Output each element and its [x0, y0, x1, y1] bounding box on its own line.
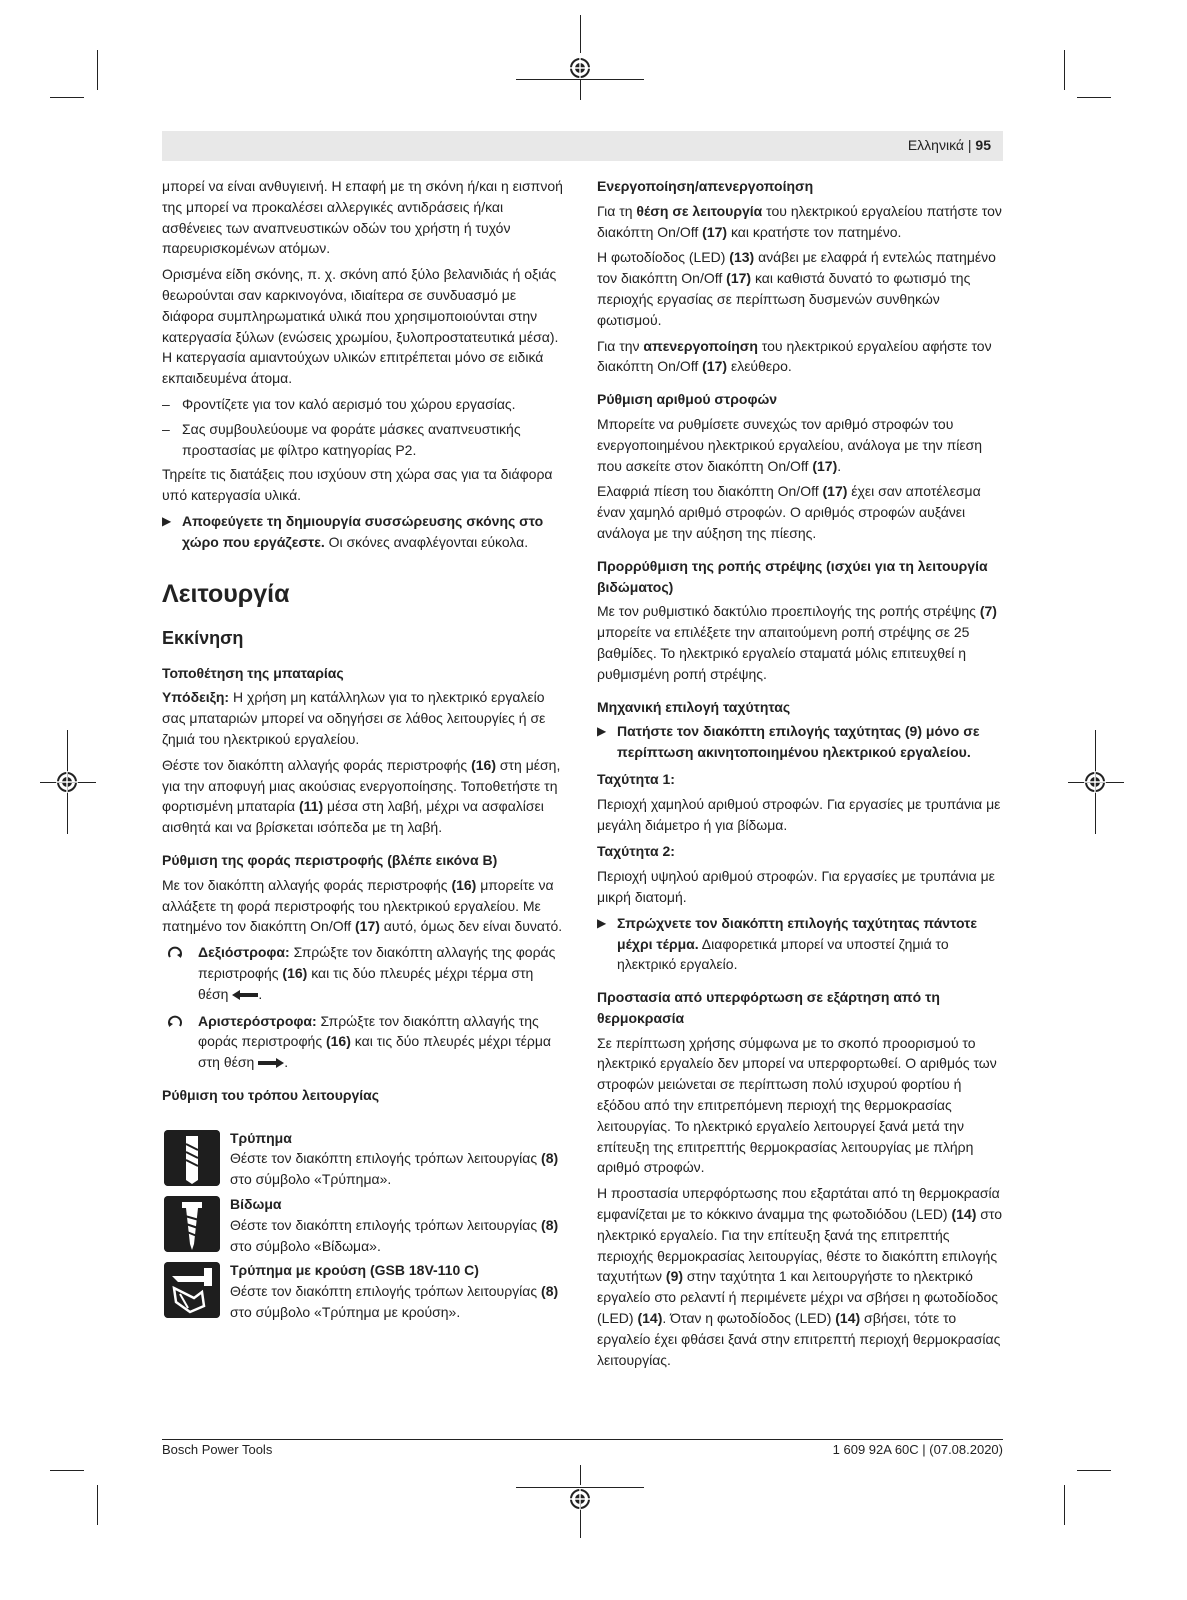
- subsection-heading: Εκκίνηση: [162, 627, 244, 648]
- text: . Όταν η φωτοδίοδος (LED): [662, 1310, 836, 1327]
- text: Για τη: [597, 202, 637, 219]
- rotate-counterclockwise-icon: [166, 1013, 184, 1031]
- registration-mark-icon: [569, 57, 591, 79]
- text: στη μέση, για την αποφυγή μιας ακούσιας ενεργοποίησης. Τοποθετήστε τη φορτισμένη μπαταρία: [162, 756, 561, 815]
- text: Με τον ρυθμιστικό δακτύλιο προεπιλογής της ροπής στρέψης: [597, 603, 980, 620]
- text: Ελαφριά πίεση του διακόπτη On/Off: [597, 483, 823, 500]
- paragraph: [597, 247, 1005, 330]
- text: .: [258, 985, 263, 1002]
- warning-item: [597, 721, 1005, 763]
- registration-mark-icon: [1084, 771, 1106, 793]
- registration-mark-icon: [569, 1488, 591, 1510]
- text: Θέστε τον διακόπτη επιλογής τρόπων λειτουργίας: [230, 1216, 542, 1233]
- ref-number: (14): [835, 1310, 861, 1327]
- text: στην ταχύτητα 1 και λειτουργήστε το ηλεκτρικό εργαλείο στο ρελαντί ή περιμένετε μέχρι να σβήσει η φωτοδίοδος (LED): [597, 1268, 999, 1327]
- ref-number: (16): [471, 756, 496, 773]
- ref-number: (17): [726, 270, 752, 287]
- clockwise-label: Δεξιόστροφα:: [198, 944, 290, 961]
- crop-mark: [97, 50, 98, 90]
- crop-mark: [1077, 97, 1111, 98]
- text: .: [837, 457, 842, 474]
- paragraph: Τηρείτε τις διατάξεις που ισχύουν στη χώρα σας για τα διάφορα υπό κατεργασία υλικά.: [162, 466, 553, 504]
- text: μπορείτε να αλλάξετε τη φορά περιστροφής του ηλεκτρικού εργαλείου. Με πατημένο τον διακόπτη On/Off: [162, 876, 554, 935]
- ref-number: (17): [822, 483, 848, 500]
- page-header: [162, 131, 1003, 161]
- drill-bit-icon: [164, 1130, 220, 1186]
- mode-title: Τρύπημα: [230, 1129, 292, 1146]
- mode-description: [230, 1148, 567, 1190]
- heading-gear: Μηχανική επιλογή ταχύτητας: [597, 698, 791, 715]
- text: στο ηλεκτρικό εργαλείο. Για την επίτευξη ξανά της επιτρεπτής περιοχής θερμοκρασίας λειτουργίας, θέστε το διακόπτη επιλογής ταχυτήτων: [597, 1206, 1003, 1285]
- list-item: [162, 394, 567, 415]
- rotate-clockwise-icon: [166, 944, 184, 962]
- mode-title: Τρύπημα με κρούση (GSB 18V-110 C): [230, 1262, 479, 1279]
- note-text: Η χρήση μη κατάλληλων για το ηλεκτρικό εργαλείο σας μπαταριών μπορεί να οδηγήσει σε λάθος λειτουργίες ή σε ζημιά του ηλεκτρικού εργαλείου.: [162, 689, 546, 747]
- ref-number: (9): [665, 1268, 684, 1285]
- ref-number: (14): [951, 1206, 977, 1223]
- heading-torque: Προρρύθμιση της ροπής στρέψης (ισχύει για τη λειτουργία βιδώματος): [597, 557, 988, 595]
- note-paragraph: [162, 687, 567, 749]
- footer-divider: [162, 1439, 1003, 1440]
- footer-doc-number: 1 609 92A 60C | (07.08.2020): [832, 1442, 1003, 1457]
- ref-number: (16): [282, 964, 308, 981]
- text: του ηλεκτρικού εργαλείου πατήστε τον διακόπτη On/Off: [597, 202, 1002, 240]
- ref-number: (8): [541, 1216, 559, 1233]
- dash-marker: –: [162, 420, 170, 437]
- text: και κρατήστε τον πατημένο.: [727, 223, 902, 240]
- text: μέσα στη λαβή, μέχρι να ασφαλίσει αισθητά και να βρίσκεται ισόπεδα με τη λαβή.: [162, 798, 544, 836]
- mode-description: [230, 1281, 567, 1323]
- text: του ηλεκτρικού εργαλείου αφήστε τον διακόπτη On/Off: [597, 337, 992, 375]
- counterclockwise-item: [162, 1011, 567, 1073]
- ref-number: (8): [541, 1150, 559, 1167]
- paragraph: [597, 601, 1005, 684]
- ref-number: (16): [451, 876, 477, 893]
- mode-description: [230, 1215, 567, 1257]
- text: μπορείτε να επιλέξετε την απαιτούμενη ροπή στρέψης σε 25 βαθμίδες. Το ηλεκτρικό εργαλείο σταματά μόλις επιτευχθεί η ρυθμισμένη ροπή στρέψης.: [597, 624, 970, 682]
- heading-mode: Ρύθμιση του τρόπου λειτουργίας: [162, 1086, 380, 1103]
- paragraph: [597, 1183, 1005, 1370]
- ref-number: (17): [812, 457, 838, 474]
- mode-item-impact-drilling: [162, 1260, 567, 1322]
- heading-overload: Προστασία από υπερφόρτωση σε εξάρτηση από τη θερμοκρασία: [597, 989, 940, 1026]
- mode-title: Βίδωμα: [230, 1196, 282, 1213]
- text: και καθιστά δυνατό το φωτισμό της περιοχής εργασίας σε περίπτωση δυσμενών συνθηκών φωτισμού.: [597, 270, 971, 328]
- screw-icon: [164, 1196, 220, 1252]
- right-column: [597, 176, 1005, 1375]
- heading-direction: Ρύθμιση της φοράς περιστροφής (βλέπε εικόνα B): [162, 851, 498, 868]
- ref-number: (13): [729, 249, 755, 266]
- warning-text: Διαφορετικά μπορεί να υποστεί ζημιά το ηλεκτρικό εργαλείο.: [617, 935, 949, 973]
- crop-mark: [97, 1485, 98, 1525]
- text: Σπρώξτε τον διακόπτη αλλαγής της φοράς περιστροφής: [198, 944, 556, 981]
- ref-number: (7): [979, 603, 997, 620]
- header-language: Ελληνικά: [907, 137, 964, 153]
- triangle-bullet-icon: ▶: [597, 915, 607, 930]
- text: .: [284, 1054, 289, 1071]
- paragraph: Ορισμένα είδη σκόνης, π. χ. σκόνη από ξύλο βελανιδιάς ή οξιάς θεωρούνται σαν καρκινογόνα, ιδιαίτερα σε συνδυασμό με διάφορα συμπληρωματικά υλικά που χρησιμοποιούνται στην κατεργασία ξύλων (ενώσεις χρωμίου, ξυλοπροστατευτικά μέσα). Η κατεργασία αμιαντούχων υλικών επιτρέπεται μόνο σε ειδικά εκπαιδευμένα άτομα.: [162, 266, 559, 387]
- text: Η προστασία υπερφόρτωσης που εξαρτάται από τη θερμοκρασία εμφανίζεται με το κόκκινο άναμμα της φωτοδιόδου (LED): [597, 1185, 1000, 1223]
- warning-item: [597, 913, 1005, 975]
- warning-bold: Σπρώχνετε τον διακόπτη επιλογής ταχύτητας πάντοτε μέχρι τέρμα.: [617, 914, 978, 952]
- crop-mark: [50, 97, 84, 98]
- ref-number: (14): [637, 1310, 663, 1327]
- text: Η φωτοδίοδος (LED): [597, 249, 730, 266]
- counterclockwise-label: Αριστερόστροφα:: [198, 1012, 317, 1029]
- ref-number: (16): [325, 1033, 351, 1050]
- mode-item-screwdriving: [162, 1194, 567, 1256]
- header-text: Ελληνικά | 95: [907, 137, 991, 153]
- text: ελεύθερο.: [727, 358, 792, 375]
- text: Σπρώξτε τον διακόπτη αλλαγής της φοράς περιστροφής: [198, 1012, 539, 1050]
- text: και τις δύο πλευρές μέχρι τέρμα στη θέση: [198, 1033, 552, 1071]
- left-column: [162, 176, 567, 1327]
- text: Θέστε τον διακόπτη επιλογής τρόπων λειτουργίας: [230, 1150, 542, 1167]
- clockwise-item: [162, 942, 567, 1004]
- section-heading: Λειτουργία: [162, 579, 290, 608]
- list-item: [162, 419, 567, 461]
- warning-bold: Αποφεύγετε τη δημιουργία συσσώρευσης σκόνης στο χώρο που εργάζεστε.: [182, 512, 544, 550]
- paragraph: Περιοχή υψηλού αριθμού στροφών. Για εργασίες με τρυπάνια με μικρή διατομή.: [597, 868, 995, 905]
- crop-mark: [1064, 50, 1065, 90]
- heading-gear-1: Ταχύτητα 1:: [597, 770, 675, 787]
- heading-gear-2: Ταχύτητα 2:: [597, 843, 675, 860]
- text: στο σύμβολο «Βίδωμα».: [230, 1237, 381, 1254]
- warning-item: [162, 511, 567, 553]
- text: σβήσει, τότε το εργαλείο έχει φθάσει ξανά στην επιτρεπτή περιοχή θερμοκρασίας λειτουργίας.: [597, 1310, 1001, 1368]
- hammer-drill-icon: [164, 1262, 220, 1318]
- warning-bold: Πατήστε τον διακόπτη επιλογής ταχύτητας (9) μόνο σε περίπτωση ακινητοποιημένου ηλεκτρικού εργαλείου.: [617, 723, 980, 761]
- ref-number: (17): [355, 918, 380, 935]
- heading-speed: Ρύθμιση αριθμού στροφών: [597, 391, 778, 408]
- registration-mark-icon: [56, 771, 78, 793]
- triangle-bullet-icon: ▶: [597, 724, 607, 739]
- ref-number: (8): [541, 1283, 559, 1300]
- triangle-bullet-icon: ▶: [162, 513, 172, 528]
- bold-text: απενεργοποίηση: [643, 337, 758, 354]
- text: Θέστε τον διακόπτη αλλαγής φοράς περιστροφής: [162, 756, 472, 773]
- warning-text: Οι σκόνες αναφλέγονται εύκολα.: [324, 533, 529, 550]
- list-item-text: Σας συμβουλεύουμε να φοράτε μάσκες αναπνευστικής προστασίας με φίλτρο κατηγορίας P2.: [182, 420, 521, 458]
- paragraph: [597, 414, 1005, 476]
- ref-number: (11): [299, 798, 324, 815]
- text: αυτό, όμως δεν είναι δυνατό.: [379, 918, 563, 935]
- list-item-text: Φροντίζετε για τον καλό αερισμό του χώρου εργασίας.: [182, 395, 516, 412]
- paragraph: [162, 875, 567, 937]
- crop-mark: [580, 80, 581, 100]
- bold-text: θέση σε λειτουργία: [636, 202, 763, 219]
- crop-mark: [1064, 1485, 1065, 1525]
- crop-mark: [580, 1465, 581, 1485]
- paragraph: [597, 336, 1005, 378]
- text: ανάβει με ελαφρά ή εντελώς πατημένο τον διακόπτη On/Off: [597, 249, 996, 287]
- text: Για την: [597, 337, 644, 354]
- dash-marker: –: [162, 395, 170, 412]
- ref-number: (17): [702, 358, 728, 375]
- paragraph: μπορεί να είναι ανθυγιεινή. Η επαφή με τη σκόνη ή/και η εισπνοή της μπορεί να προκαλέσει αλλεργικές αντιδράσεις ή/και ασθένειες των αναπνευστικών οδών του χρήστη ή τυχόν παρευρισκομένων ατόμων.: [162, 178, 563, 257]
- paragraph: [597, 201, 1005, 243]
- paragraph: [597, 481, 1005, 543]
- text: στο σύμβολο «Τρύπημα».: [230, 1171, 392, 1188]
- paragraph: Περιοχή χαμηλού αριθμού στροφών. Για εργασίες με τρυπάνια με μεγάλη διάμετρο ή για βίδωμα.: [597, 795, 1001, 833]
- page-number: 95: [975, 137, 991, 153]
- text: έχει σαν αποτέλεσμα έναν χαμηλό αριθμό στροφών. Ο αριθμός στροφών αυξάνει ανάλογα με την αύξηση της πίεσης.: [597, 483, 981, 541]
- text: στο σύμβολο «Τρύπημα με κρούση».: [230, 1304, 461, 1321]
- crop-mark: [580, 15, 581, 53]
- paragraph: Σε περίπτωση χρήσης σύμφωνα με το σκοπό προορισμού το ηλεκτρικό εργαλείο δεν μπορεί να υπερφορτωθεί. Ο αριθμός των στροφών μειώνεται σε περίπτωση πολύ ισχυρού φορτίου ή εξόδου από την επιτρεπόμενη περιοχή της θερμοκρασίας λειτουργίας. Το ηλεκτρικό εργαλείο λειτουργεί ξανά μετά την επίτευξη της επιτρεπτής θερμοκρασίας λειτουργίας με πλήρη αριθμό στροφών.: [597, 1034, 997, 1176]
- text: Μπορείτε να ρυθμίσετε συνεχώς τον αριθμό στροφών του ενεργοποιημένου ηλεκτρικού εργαλείου, ανάλογα με την πίεση που ασκείτε στον διακόπτη On/Off: [597, 415, 983, 474]
- heading-battery: Τοποθέτηση της μπαταρίας: [162, 664, 344, 681]
- crop-mark: [50, 1470, 84, 1471]
- text: Θέστε τον διακόπτη επιλογής τρόπων λειτουργίας: [230, 1283, 542, 1300]
- note-label: Υπόδειξη:: [162, 689, 230, 706]
- footer-brand: Bosch Power Tools: [162, 1442, 273, 1457]
- ref-number: (17): [702, 223, 728, 240]
- crop-mark: [1077, 1470, 1111, 1471]
- text: Με τον διακόπτη αλλαγής φοράς περιστροφής: [162, 876, 452, 893]
- arrow-left-icon: [232, 990, 258, 1000]
- mode-item-drilling: [162, 1128, 567, 1190]
- arrow-right-icon: [258, 1058, 284, 1068]
- text: και τις δύο πλευρές μέχρι τέρμα στη θέση: [198, 964, 534, 1002]
- paragraph: [162, 755, 567, 838]
- heading-onoff: Ενεργοποίηση/απενεργοποίηση: [597, 178, 814, 194]
